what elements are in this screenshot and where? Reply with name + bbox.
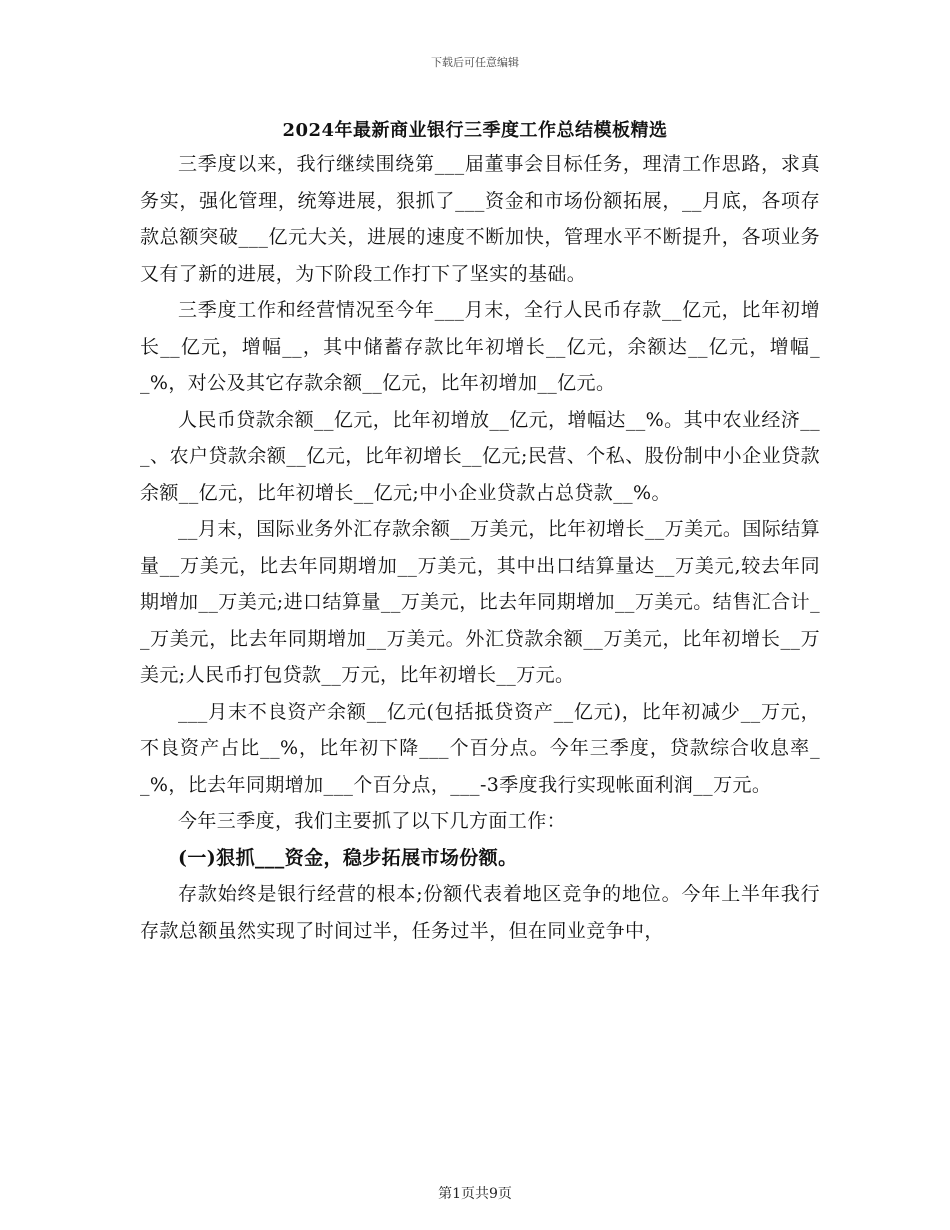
- paragraph-nonperforming: ___月末不良资产余额__亿元(包括抵贷资产__亿元)，比年初减少__万元，不良资产占比__%，比年初下降___个百分点。今年三季度，贷款综合收息率__%，比去年同期增加___个百分点，___-3季度我行实现帐面利润__万元。: [140, 700, 820, 796]
- header-note: 下载后可任意编辑: [431, 56, 519, 69]
- paragraph-work-summary: 今年三季度，我们主要抓了以下几方面工作：: [178, 810, 567, 832]
- section-heading-1: (一)狠抓___资金，稳步拓展市场份额。: [178, 846, 518, 869]
- document-title: 2024年最新商业银行三季度工作总结模板精选: [282, 120, 668, 141]
- paragraph-deposit-market: 存款始终是银行经营的根本;份额代表着地区竞争的地位。今年上半年我行存款总额虽然实现了时间过半，任务过半，但在同业竞争中，: [140, 883, 820, 942]
- document-body: [140, 146, 820, 949]
- paragraph-deposits: 三季度工作和经营情况至今年___月末，全行人民币存款__亿元，比年初增长__亿元，增幅__，其中储蓄存款比年初增长__亿元，余额达__亿元，增幅__%，对公及其它存款余额__亿元，比年初增加__亿元。: [140, 299, 820, 394]
- paragraph-intro: 三季度以来，我行继续围绕第___届董事会目标任务，理清工作思路，求真务实，强化管理，统筹进展，狠抓了___资金和市场份额拓展，__月底，各项存款总额突破___亿元大关，进展的速度不断加快，管理水平不断提升，各项业务又有了新的进展，为下阶段工作打下了坚实的基础。: [140, 153, 820, 285]
- paragraph-international: __月末，国际业务外汇存款余额__万美元，比年初增长__万美元。国际结算量__万美元，比去年同期增加__万美元，其中出口结算量达__万美元,较去年同期增加__万美元;进口结算量__万美元，比去年同期增加__万美元。结售汇合计__万美元，比去年同期增加__万美元。外汇贷款余额__万美元，比年初增长__万美元;人民币打包贷款__万元，比年初增长__万元。: [140, 518, 820, 686]
- paragraph-loans: 人民币贷款余额__亿元，比年初增放__亿元，增幅达__%。其中农业经济___、农户贷款余额__亿元，比年初增长__亿元;民营、个私、股份制中小企业贷款余额__亿元，比年初增长__亿元;中小企业贷款占总贷款__%。: [140, 408, 820, 504]
- page-number-footer: 第1页共9页: [438, 1186, 512, 1202]
